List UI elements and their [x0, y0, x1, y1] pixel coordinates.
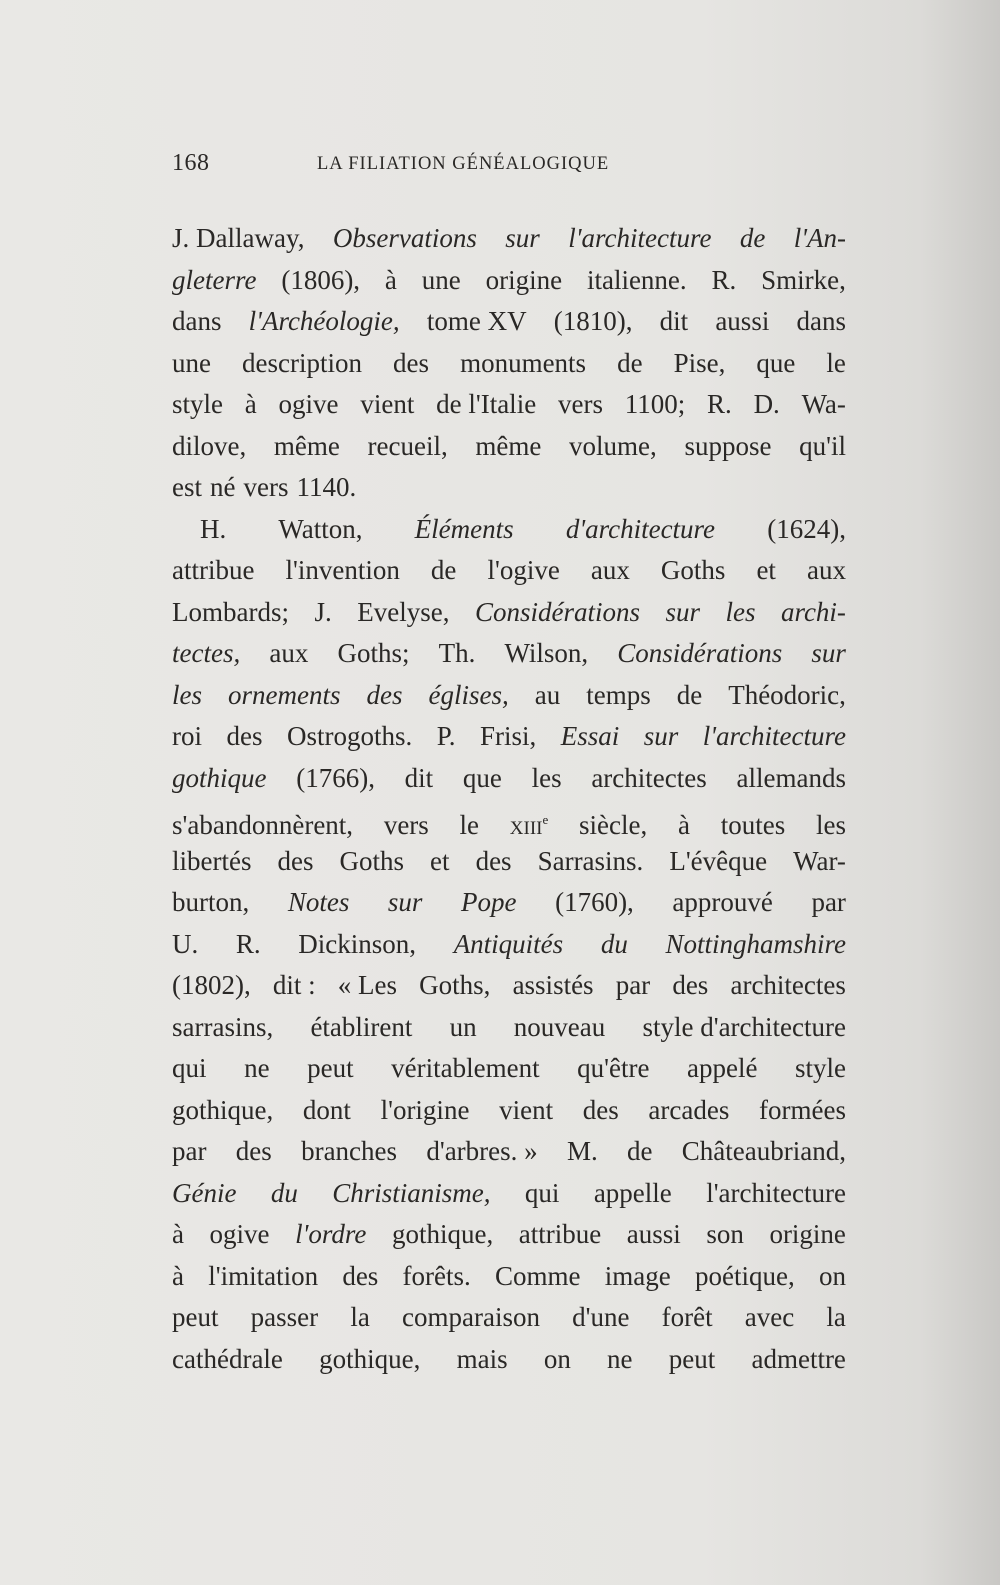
- text-line: [172, 799, 846, 841]
- word: Comme: [495, 1260, 581, 1291]
- word: archi-: [780, 596, 846, 627]
- word: aux: [269, 638, 309, 668]
- word: suppose: [684, 430, 772, 461]
- word: né: [210, 472, 236, 502]
- word: qui: [172, 1053, 207, 1083]
- text-line: [172, 260, 846, 302]
- word: que: [462, 762, 502, 793]
- word: la: [826, 1302, 846, 1332]
- word: qu'être: [577, 1053, 650, 1083]
- word: dont: [302, 1094, 351, 1125]
- text-line: [172, 467, 846, 509]
- word: une: [172, 347, 211, 378]
- text-line: [172, 675, 846, 717]
- word: des: [366, 679, 403, 710]
- word: dilove,: [172, 430, 247, 461]
- word: on: [818, 1260, 846, 1291]
- word: gothique: [172, 762, 267, 793]
- word: aussi: [715, 306, 770, 336]
- word: attribue: [518, 1219, 602, 1249]
- word: avec: [744, 1302, 795, 1332]
- word: 1100;: [624, 389, 686, 419]
- word: approuvé: [672, 887, 773, 917]
- text-line: [172, 1173, 846, 1215]
- word: XIIIe: [509, 812, 549, 839]
- word: arcades: [648, 1094, 730, 1125]
- text-line: [172, 1048, 846, 1090]
- word: « Les: [337, 970, 398, 1000]
- word: tectes,: [172, 638, 241, 668]
- word: Antiquités: [453, 928, 564, 959]
- text-line: [172, 1131, 846, 1173]
- word: Wa-: [801, 389, 846, 419]
- word: du: [600, 928, 628, 959]
- word: on: [543, 1343, 571, 1374]
- word: Dickinson,: [298, 928, 417, 959]
- text-line: [172, 1297, 846, 1339]
- word: comparaison: [402, 1302, 540, 1332]
- word: les: [531, 762, 562, 793]
- word: Goths,: [419, 970, 491, 1000]
- word: les: [725, 596, 756, 627]
- word: Considérations: [617, 638, 783, 668]
- word: qui: [524, 1177, 560, 1208]
- page-header: [172, 150, 712, 182]
- word: style d'architecture: [642, 1011, 846, 1042]
- word: aux: [807, 555, 846, 585]
- word: l'An-: [793, 223, 846, 253]
- text-line: [172, 716, 846, 758]
- word: l'ordre: [295, 1219, 367, 1249]
- text-line: [172, 550, 846, 592]
- word: Th.: [438, 638, 476, 668]
- word: admettre: [751, 1343, 846, 1374]
- word: le: [826, 347, 846, 378]
- word: de: [676, 679, 703, 710]
- text-line: [172, 592, 846, 634]
- word: Essai: [560, 721, 620, 751]
- word: monuments: [460, 347, 587, 378]
- word: les: [815, 810, 846, 840]
- word: de: [617, 347, 643, 378]
- word: Considérations: [474, 596, 640, 627]
- text-line: [172, 384, 846, 426]
- word: Goths: [339, 845, 405, 876]
- word: Watton,: [278, 513, 363, 544]
- word: des: [672, 970, 709, 1000]
- word: par: [615, 970, 651, 1000]
- word: des: [393, 347, 430, 378]
- word: ornements: [228, 679, 341, 710]
- word: un: [449, 1011, 477, 1042]
- word: l'architecture: [702, 721, 846, 751]
- word: J. Dallaway,: [172, 223, 305, 253]
- word: forêts.: [402, 1260, 471, 1291]
- word: Lombards;: [172, 596, 289, 627]
- word: assistés: [512, 970, 594, 1000]
- word: l'Archéologie,: [248, 306, 400, 336]
- word: passer: [250, 1302, 319, 1332]
- word: H.: [200, 513, 227, 544]
- word: Théodoric,: [728, 679, 846, 710]
- word: Observations: [332, 223, 477, 253]
- word: églises,: [428, 679, 509, 710]
- word: P.: [436, 721, 456, 751]
- text-line: [172, 841, 846, 883]
- text-line: [172, 758, 846, 800]
- word: d'architecture: [565, 513, 716, 544]
- word: Nottinghamshire: [665, 928, 846, 959]
- word: l'imitation: [208, 1260, 319, 1291]
- word: M.: [566, 1136, 598, 1166]
- word: l'origine: [380, 1094, 470, 1125]
- text-line: [172, 343, 846, 385]
- word: peut: [172, 1302, 219, 1332]
- word: s'abandonnèrent,: [172, 810, 354, 840]
- word: de l'Italie: [436, 389, 537, 419]
- word: toutes: [720, 810, 786, 840]
- text-line: [172, 965, 846, 1007]
- page-number: 168: [172, 150, 210, 176]
- word: siècle,: [579, 810, 648, 840]
- word: vers: [243, 472, 289, 502]
- word: d'une: [572, 1302, 630, 1332]
- word: peut: [307, 1053, 354, 1083]
- word: même: [273, 430, 340, 461]
- word: Pise,: [673, 347, 726, 378]
- word: (1806),: [281, 264, 361, 295]
- word: à: [244, 389, 257, 419]
- text-line: [172, 1339, 846, 1381]
- word: Smirke,: [761, 264, 846, 295]
- word: forêt: [661, 1302, 713, 1332]
- word: au: [534, 679, 561, 710]
- word: de: [430, 555, 457, 585]
- text-line: [172, 218, 846, 260]
- text-line: [172, 1214, 846, 1256]
- running-title: LA FILIATION GÉNÉALOGIQUE: [317, 154, 610, 174]
- word: l'invention: [285, 555, 400, 585]
- word: véritablement: [391, 1053, 540, 1083]
- word: vers: [383, 810, 429, 840]
- word: dit: [659, 306, 689, 336]
- word: ne: [244, 1053, 270, 1083]
- word: temps: [586, 679, 651, 710]
- word: d'arbres. »: [426, 1136, 538, 1166]
- word: sarrasins,: [172, 1011, 274, 1042]
- word: gleterre: [172, 264, 257, 295]
- word: volume,: [569, 430, 657, 461]
- text-line: [172, 301, 846, 343]
- word: gothique,: [172, 1094, 274, 1125]
- word: et: [756, 555, 776, 585]
- word: sur: [643, 721, 679, 751]
- text-line: [172, 1256, 846, 1298]
- word: poétique,: [694, 1260, 795, 1291]
- word: origine: [485, 264, 563, 295]
- word: style: [795, 1053, 846, 1083]
- word: allemands: [736, 762, 846, 793]
- word: les: [172, 679, 202, 710]
- word: Génie: [172, 1177, 237, 1208]
- word: tome XV: [426, 306, 527, 336]
- word: vient: [360, 389, 415, 419]
- word: roi: [172, 721, 202, 751]
- word: sur: [811, 638, 846, 668]
- word: de: [739, 223, 766, 253]
- word: mais: [456, 1343, 508, 1374]
- word: des: [475, 845, 512, 876]
- word: des: [582, 1094, 619, 1125]
- word: par: [811, 887, 846, 917]
- word: la: [350, 1302, 370, 1332]
- word: (1760),: [555, 887, 634, 917]
- word: Pope: [461, 887, 517, 917]
- word: l'architecture: [568, 223, 712, 253]
- word: U.: [172, 928, 199, 959]
- word: Ostrogoths.: [286, 721, 413, 751]
- word: des: [226, 721, 263, 751]
- word: R.: [711, 264, 737, 295]
- word: R.: [707, 389, 732, 419]
- word: Wilson,: [504, 638, 589, 668]
- word: des: [277, 845, 314, 876]
- word: Châteaubriand,: [681, 1136, 846, 1166]
- word: formées: [759, 1094, 846, 1125]
- word: du: [270, 1177, 298, 1208]
- word: (1766),: [296, 762, 375, 793]
- word: (1624),: [767, 513, 846, 544]
- word: Christianisme,: [332, 1177, 491, 1208]
- word: J.: [314, 596, 332, 627]
- word: l'ogive: [487, 555, 560, 585]
- word: appelé: [687, 1053, 758, 1083]
- word: des: [342, 1260, 379, 1291]
- word: sur: [505, 223, 540, 253]
- word: description: [242, 347, 362, 378]
- word: vient: [499, 1094, 554, 1125]
- word: et: [430, 845, 450, 876]
- body-text: [172, 218, 846, 1380]
- word: aux: [590, 555, 630, 585]
- word: le: [459, 810, 480, 840]
- text-line: [172, 924, 846, 966]
- word: gothique,: [319, 1343, 421, 1374]
- word: peut: [668, 1343, 716, 1374]
- word: Evelyse,: [357, 596, 450, 627]
- word: même: [475, 430, 542, 461]
- word: image: [604, 1260, 671, 1291]
- word: libertés: [172, 845, 252, 876]
- word: ogive: [278, 389, 339, 419]
- word: l'architecture: [706, 1177, 846, 1208]
- word: style: [172, 389, 223, 419]
- word: nouveau: [513, 1011, 606, 1042]
- word: à: [172, 1219, 184, 1249]
- word: (1802),: [172, 970, 251, 1000]
- word: ne: [607, 1343, 633, 1374]
- word: que: [756, 347, 796, 378]
- word: Notes: [287, 887, 350, 917]
- word: par: [172, 1136, 207, 1166]
- word: ogive: [209, 1219, 270, 1249]
- word: une: [421, 264, 461, 295]
- word: 1140.: [296, 472, 357, 502]
- word: dit: [404, 762, 434, 793]
- text-line: [172, 882, 846, 924]
- word: des: [235, 1136, 272, 1166]
- word: dans: [172, 306, 222, 336]
- word: cathédrale: [172, 1343, 283, 1374]
- word: dans: [796, 306, 846, 336]
- text-line: [172, 426, 846, 468]
- word: Sarrasins.: [537, 845, 644, 876]
- word: recueil,: [367, 430, 448, 461]
- word: à: [678, 810, 690, 840]
- text-line: [172, 1007, 846, 1049]
- word: architectes: [591, 762, 707, 793]
- word: Éléments: [414, 513, 514, 544]
- text-line: [172, 633, 846, 675]
- word: origine: [769, 1219, 846, 1249]
- word: sur: [387, 887, 423, 917]
- word: est: [172, 472, 202, 502]
- word: établirent: [310, 1011, 413, 1042]
- word: qu'il: [799, 430, 846, 461]
- word: (1810),: [553, 306, 633, 336]
- word: burton,: [172, 887, 250, 917]
- word: branches: [301, 1136, 398, 1166]
- word: Goths: [660, 555, 726, 585]
- word: gothique,: [391, 1219, 494, 1249]
- word: aussi: [626, 1219, 681, 1249]
- word: War-: [793, 845, 846, 876]
- word: D.: [753, 389, 780, 419]
- word: architectes: [730, 970, 846, 1000]
- word: sur: [665, 596, 700, 627]
- word: R.: [235, 928, 261, 959]
- word: L'évêque: [669, 845, 768, 876]
- word: son: [706, 1219, 744, 1249]
- word: dit :: [272, 970, 316, 1000]
- word: à: [172, 1260, 184, 1291]
- text-line: [172, 1090, 846, 1132]
- word: Frisi,: [479, 721, 537, 751]
- text-line: [172, 509, 846, 551]
- word: Goths;: [337, 638, 410, 668]
- word: de: [627, 1136, 653, 1166]
- word: vers: [557, 389, 603, 419]
- word: italienne.: [586, 264, 687, 295]
- word: à: [384, 264, 397, 295]
- word: appelle: [593, 1177, 672, 1208]
- word: attribue: [172, 555, 255, 585]
